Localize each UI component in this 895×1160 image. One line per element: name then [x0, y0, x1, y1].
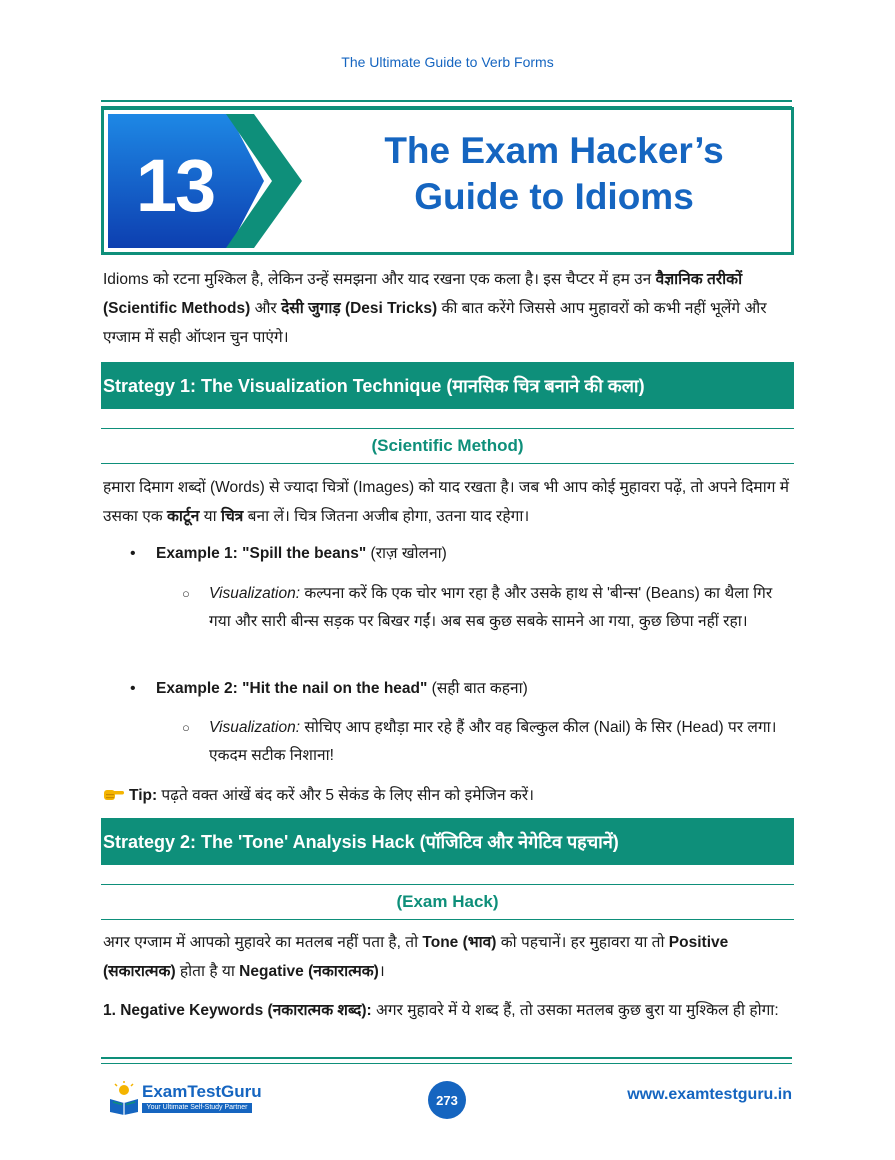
header-rule	[101, 100, 792, 107]
negative-keywords-paragraph: 1. Negative Keywords (नकारात्मक शब्द): अगर मुहावरे में ये शब्द हैं, तो उसका मतलब कुछ बुरा या मुश्किल ही होगा:	[103, 1002, 779, 1019]
circle-bullet-icon: ○	[182, 586, 190, 601]
example-2-visualization: ○ Visualization: सोचिए आप हथौड़ा मार रहे हैं और वह बिल्कुल कील (Nail) के सिर (Head) पर लगा। एकदम सटीक निशाना!	[182, 714, 782, 770]
bold-desi-tricks: देसी जुगाड़ (Desi Tricks)	[281, 300, 438, 317]
example-1-visualization: ○ Visualization: कल्पना करें कि एक चोर भाग रहा है और उसके हाथ से 'बीन्स' (Beans) का थैला गिर गया और सारी बीन्स सड़क पर बिखर गईं। अब सब कुछ सबके सामने आ गया, कुछ छिपा नहीं रहा।	[182, 580, 782, 636]
logo-text: ExamTestGuru	[142, 1082, 262, 1101]
circle-bullet-icon: ○	[182, 720, 190, 735]
website-link[interactable]: www.examtestguru.in	[627, 1086, 792, 1103]
chapter-title-line-2: Guide to Idioms	[414, 176, 694, 217]
tip-line: Tip: पढ़ते वक्त आंखें बंद करें और 5 सेकंड के लिए सीन को इमेजिन करें।	[103, 781, 793, 810]
example-2-item: • Example 2: "Hit the nail on the head" (सही बात कहना)	[130, 675, 528, 703]
running-head: The Ultimate Guide to Verb Forms	[341, 54, 554, 70]
bullet-dot-icon: •	[130, 680, 136, 697]
chapter-banner	[101, 107, 794, 255]
strategy-2-heading: Strategy 2: The 'Tone' Analysis Hack (पॉजिटिव और नेगेटिव पहचानें)	[101, 818, 794, 865]
book-bulb-icon	[108, 1081, 140, 1115]
bold-scientific-methods: वैज्ञानिक तरीकों (Scientific Methods)	[103, 271, 743, 317]
example-1-item: • Example 1: "Spill the beans" (राज़ खोलना)	[130, 540, 447, 568]
bullet-dot-icon: •	[130, 545, 136, 562]
strategy-2-paragraph: अगर एग्जाम में आपको मुहावरे का मतलब नहीं पता है, तो Tone (भाव) को पहचानें। हर मुहावरा या तो Positive (सकारात्मक) होता है या Negative (नकारात्मक)।	[103, 934, 729, 980]
chapter-title	[324, 128, 784, 220]
strategy-1-heading: Strategy 1: The Visualization Technique (मानसिक चित्र बनाने की कला)	[101, 362, 794, 409]
strategy-2-subheading: (Exam Hack)	[101, 884, 794, 920]
intro-paragraph: Idioms को रटना मुश्किल है, लेकिन उन्हें समझना और याद रखना एक कला है। इस चैप्टर में हम उन वैज्ञानिक तरीकों (Scientific Methods) और देसी जुगाड़ (Desi Tricks) की बात करेंगे जिससे आप मुहावरों को कभी नहीं भूलेंगे और एग्जाम में सही ऑप्शन चुन पाएंगे।	[103, 271, 767, 346]
strategy-1-subheading: (Scientific Method)	[101, 428, 794, 464]
footer-rule	[101, 1057, 792, 1064]
pointing-hand-icon	[103, 786, 125, 802]
chapter-title-line-1: The Exam Hacker’s	[384, 130, 724, 171]
logo-tagline: Your Ultimate Self-Study Partner	[142, 1103, 252, 1113]
chapter-number: 13	[135, 143, 215, 227]
examtestguru-logo	[108, 1081, 262, 1117]
page-number: 273	[428, 1081, 466, 1119]
strategy-1-paragraph: हमारा दिमाग शब्दों (Words) से ज्यादा चित्रों (Images) को याद रखता है। जब भी आप कोई मुहावरा पढ़ें, तो अपने दिमाग में उसका एक कार्टून या चित्र बना लें। चित्र जितना अजीब होगा, उतना याद रहेगा।	[103, 479, 790, 525]
